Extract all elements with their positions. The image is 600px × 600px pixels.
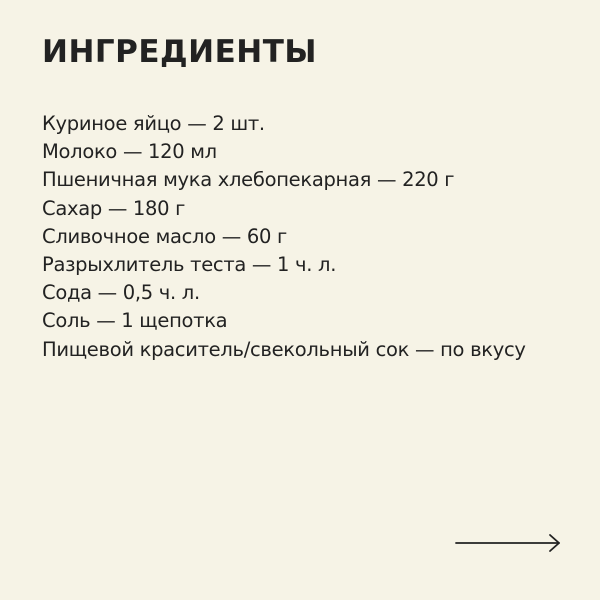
ingredient-item: Молоко — 120 мл: [42, 140, 217, 164]
ingredients-list: [42, 110, 526, 364]
ingredient-item: Сахар — 180 г: [42, 196, 186, 220]
ingredient-item: Соль — 1 щепотка: [42, 309, 228, 333]
ingredient-item: Сода — 0,5 ч. л.: [42, 281, 200, 305]
ingredient-item: Пищевой краситель/свекольный сок — по вкусу: [42, 337, 526, 361]
ingredient-item: Разрыхлитель теста — 1 ч. л.: [42, 253, 337, 277]
page-title: ИНГРЕДИЕНТЫ: [42, 34, 317, 70]
arrow-right-icon[interactable]: [455, 532, 563, 554]
ingredient-item: Куриное яйцо — 2 шт.: [42, 112, 265, 135]
ingredient-item: Пшеничная мука хлебопекарная — 220 г: [42, 168, 455, 192]
ingredient-item: Сливочное масло — 60 г: [42, 224, 287, 248]
